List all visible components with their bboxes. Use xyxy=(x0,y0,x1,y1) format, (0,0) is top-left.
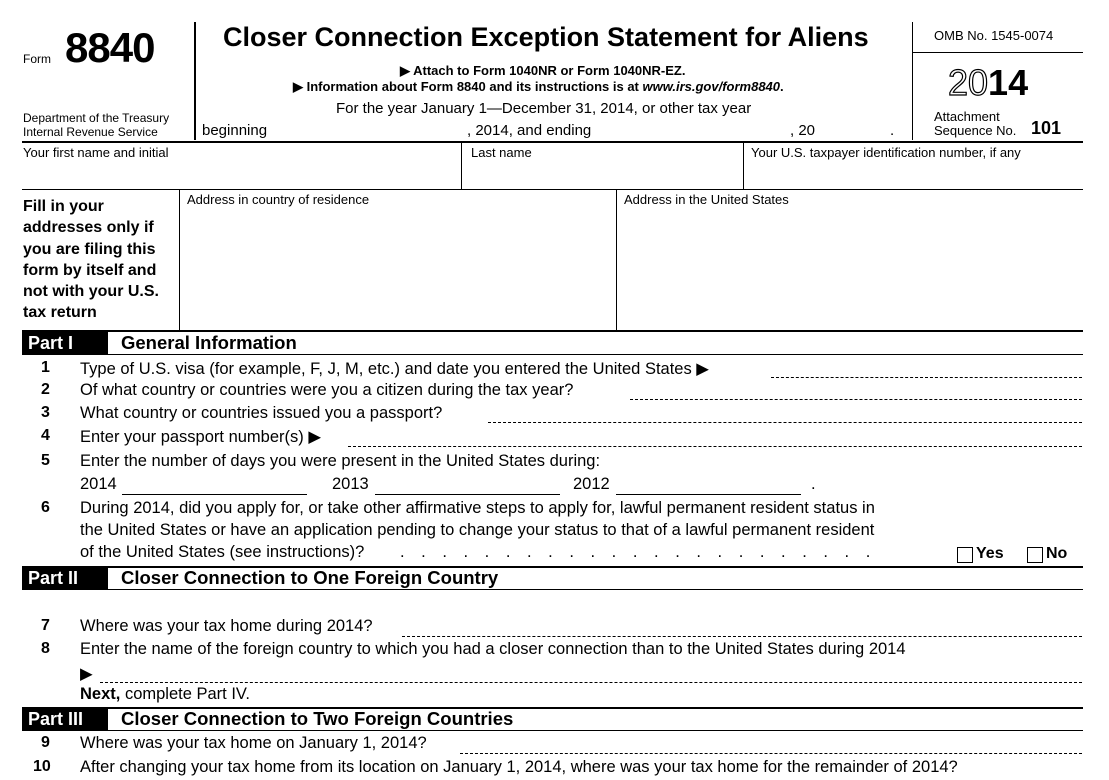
identity-divider-2 xyxy=(743,143,744,190)
omb-rule xyxy=(913,52,1083,53)
address-instruction-line: Fill in your xyxy=(23,198,104,215)
part3-title: Closer Connection to Two Foreign Countries xyxy=(121,708,514,729)
last-name-label: Last name xyxy=(471,145,532,160)
q3-text: What country or countries issued you a passport? xyxy=(80,404,443,422)
part2-next-note xyxy=(80,685,250,704)
address-instruction-line: not with your U.S. xyxy=(23,283,159,301)
q1-text: Type of U.S. visa (for example, F, J, M, etc.) and date you entered the United States ▶ xyxy=(80,360,709,378)
dept-treasury: Department of the Treasury xyxy=(23,111,170,125)
q5-text: Enter the number of days you were present in the United States during: xyxy=(80,452,601,470)
tax-year-end-year-input[interactable] xyxy=(822,122,886,142)
q10-number: 10 xyxy=(33,758,51,775)
q7-text: Where was your tax home during 2014? xyxy=(80,617,373,635)
twenty-label: , 20 xyxy=(790,122,816,139)
q7-number: 7 xyxy=(41,617,50,634)
tax-year-begin-input[interactable] xyxy=(270,122,464,142)
q6-number: 6 xyxy=(41,499,50,516)
residence-address-input[interactable] xyxy=(187,212,613,328)
q7-answer-line[interactable] xyxy=(402,636,1082,637)
period-mark: . xyxy=(890,122,895,139)
address-divider-1 xyxy=(179,190,180,330)
sequence-label: Sequence No. xyxy=(934,123,1017,138)
part3-title-rule xyxy=(22,730,1083,731)
q2-number: 2 xyxy=(41,381,50,398)
part2-title-rule xyxy=(22,589,1083,590)
tax-year-bold: 14 xyxy=(988,62,1029,103)
last-name-input[interactable] xyxy=(471,164,743,188)
info-suffix: . xyxy=(780,79,784,94)
q6-line3: of the United States (see instructions)? xyxy=(80,543,365,561)
q5-days-2014-line[interactable] xyxy=(122,494,307,495)
part1-label: Part I xyxy=(22,332,108,354)
q8-number: 8 xyxy=(41,640,50,657)
address-instruction-line: you are filing this xyxy=(23,240,156,258)
form-title: Closer Connection Exception Statement for Aliens xyxy=(223,22,869,52)
q2-answer-line[interactable] xyxy=(630,399,1082,400)
q5-period: . xyxy=(811,475,816,493)
tin-input[interactable] xyxy=(751,164,1080,188)
q5-year-2013: 2013 xyxy=(332,475,369,493)
q8-answer-line[interactable] xyxy=(100,682,1082,683)
q5-year-2012: 2012 xyxy=(573,475,610,493)
q9-text: Where was your tax home on January 1, 2014? xyxy=(80,734,427,752)
omb-number: OMB No. 1545-0074 xyxy=(934,28,1054,43)
q6-leader-dots: . . . . . . . . . . . . . . . . . . . . . . . xyxy=(400,543,877,561)
q9-answer-line[interactable] xyxy=(460,753,1082,754)
q8-arrow: ▶ xyxy=(80,665,93,683)
q2-text: Of what country or countries were you a citizen during the tax year? xyxy=(80,381,574,399)
address-instruction-line: tax return xyxy=(23,304,97,322)
q1-number: 1 xyxy=(41,359,50,376)
q6-line1: During 2014, did you apply for, or take other affirmative steps to apply for, lawful permanent resident status in xyxy=(80,499,875,517)
q5-days-2012-line[interactable] xyxy=(616,494,801,495)
next-bold: Next, xyxy=(80,685,121,703)
info-url[interactable]: www.irs.gov/form8840 xyxy=(642,79,781,94)
address-divider-2 xyxy=(616,190,617,330)
q5-year-2014: 2014 xyxy=(80,475,117,493)
part2-title: Closer Connection to One Foreign Country xyxy=(121,567,499,588)
irs-label: Internal Revenue Service xyxy=(23,125,158,139)
identity-bottom-rule xyxy=(22,189,1083,190)
q4-number: 4 xyxy=(41,427,50,444)
form-number: 8840 xyxy=(65,24,155,71)
address-instruction-line: form by itself and xyxy=(23,261,157,279)
q8-text: Enter the name of the foreign country to which you had a closer connection than to the United States during 2014 xyxy=(80,640,906,658)
q1-answer-line[interactable] xyxy=(771,377,1082,378)
beginning-label: beginning xyxy=(202,122,268,139)
next-rest: complete Part IV. xyxy=(120,685,250,703)
q3-number: 3 xyxy=(41,404,50,421)
q4-text: Enter your passport number(s) ▶ xyxy=(80,428,322,446)
q3-answer-line[interactable] xyxy=(488,422,1082,423)
q6-yes-checkbox[interactable] xyxy=(957,547,973,563)
q9-number: 9 xyxy=(41,734,50,751)
part3-label: Part III xyxy=(22,708,108,730)
q6-no-label: No xyxy=(1046,545,1068,562)
q5-number: 5 xyxy=(41,452,50,469)
header-divider-left xyxy=(194,22,196,140)
year-line: For the year January 1—December 31, 2014, or other tax year xyxy=(336,100,752,117)
address-instruction-line: addresses only if xyxy=(23,219,154,237)
q6-yes-label: Yes xyxy=(976,545,1004,562)
part1-title: General Information xyxy=(121,332,297,353)
residence-address-label: Address in country of residence xyxy=(187,192,370,207)
ending-label: , 2014, and ending xyxy=(467,122,592,139)
tin-label: Your U.S. taxpayer identification number, if any xyxy=(751,145,1021,160)
tax-year xyxy=(948,62,1028,104)
q6-line2: the United States or have an application pending to change your status to that of a lawful permanent resident xyxy=(80,521,875,539)
first-name-input[interactable] xyxy=(26,164,458,188)
sequence-number: 101 xyxy=(1031,118,1062,138)
attachment-label: Attachment xyxy=(934,109,1000,124)
us-address-label: Address in the United States xyxy=(624,192,789,207)
address-instructions xyxy=(23,196,159,324)
part1-title-rule xyxy=(22,354,1083,355)
tax-year-end-input[interactable] xyxy=(605,122,789,142)
header-bottom-rule xyxy=(22,141,1083,143)
tax-year-light: 20 xyxy=(948,62,989,103)
part2-label: Part II xyxy=(22,567,108,589)
form-word: Form xyxy=(23,52,51,66)
info-note xyxy=(293,79,784,95)
q10-text: After changing your tax home from its location on January 1, 2014, where was your tax home for the remainder of 2014? xyxy=(80,758,958,776)
attach-note: ▶ Attach to Form 1040NR or Form 1040NR-EZ. xyxy=(400,63,686,78)
us-address-input[interactable] xyxy=(624,212,1080,328)
q6-no-checkbox[interactable] xyxy=(1027,547,1043,563)
first-name-label: Your first name and initial xyxy=(23,145,169,160)
q4-answer-line[interactable] xyxy=(348,446,1082,447)
header-divider-right xyxy=(912,22,913,140)
info-prefix: ▶ Information about Form 8840 and its instructions is at xyxy=(293,79,643,94)
identity-divider-1 xyxy=(461,143,462,190)
q5-days-2013-line[interactable] xyxy=(375,494,560,495)
